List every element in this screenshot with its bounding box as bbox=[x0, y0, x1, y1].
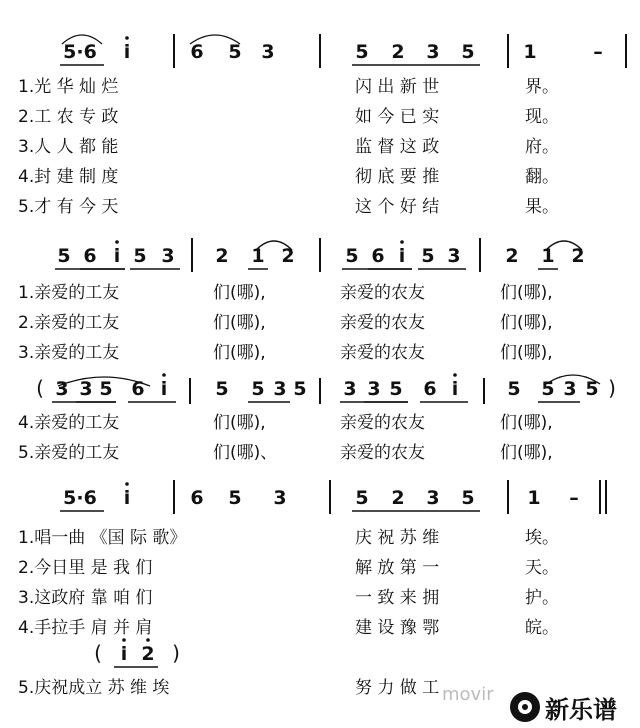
lyric-line: 2.亲爱的工友 bbox=[18, 313, 120, 333]
note: 6 bbox=[131, 378, 145, 400]
note: 5 bbox=[461, 487, 475, 509]
vinyl-record-icon bbox=[510, 692, 540, 722]
note: i bbox=[451, 378, 459, 400]
lyric-line: 亲爱的农友 bbox=[340, 413, 425, 433]
lyric-line: 亲爱的农友 bbox=[340, 443, 425, 463]
octave-dot bbox=[453, 373, 457, 377]
lyric-line: 5.庆祝成立 苏 维 埃 bbox=[18, 678, 170, 698]
note: 2 bbox=[141, 643, 155, 665]
lyric-line: 亲爱的农友 bbox=[340, 313, 425, 333]
note: 3 bbox=[79, 378, 93, 400]
lyric-line: 天。 bbox=[525, 558, 559, 578]
note: 5 bbox=[133, 245, 147, 267]
brand-name: 新乐谱 bbox=[545, 695, 617, 724]
note: 6 bbox=[371, 245, 385, 267]
note: 5 bbox=[461, 41, 475, 63]
lyric-line: 这 个 好 结 bbox=[355, 197, 440, 217]
note: i bbox=[398, 245, 406, 267]
lyric-line: 埃。 bbox=[525, 528, 559, 548]
note: 3 bbox=[367, 378, 381, 400]
note: 2 bbox=[215, 245, 229, 267]
octave-dot bbox=[400, 240, 404, 244]
note: 2 bbox=[391, 41, 405, 63]
lyric-line: 2.工 农 专 政 bbox=[18, 107, 119, 127]
note: i bbox=[160, 378, 168, 400]
note: ( bbox=[94, 641, 102, 665]
watermark: movir bbox=[442, 684, 494, 705]
note: 5 bbox=[355, 41, 369, 63]
note: ( bbox=[36, 376, 44, 400]
lyric-line: 3.人 人 都 能 bbox=[18, 137, 119, 157]
lyric-line: 们(哪), bbox=[500, 443, 553, 463]
note: 5·6 bbox=[63, 41, 97, 63]
lyric-line: 庆 祝 苏 维 bbox=[355, 528, 440, 548]
note: 2 bbox=[281, 245, 295, 267]
lyric-line: 4.亲爱的工友 bbox=[18, 413, 120, 433]
lyric-line: 们(哪)、 bbox=[213, 443, 278, 463]
note: 5 bbox=[293, 378, 307, 400]
octave-dot bbox=[146, 638, 150, 642]
lyric-line: 解 放 第 一 bbox=[355, 558, 440, 578]
lyric-line: 监 督 这 政 bbox=[355, 137, 440, 157]
note: 3 bbox=[447, 245, 461, 267]
note: 1 bbox=[527, 487, 541, 509]
lyric-line: 们(哪), bbox=[213, 413, 266, 433]
note: 5 bbox=[585, 378, 599, 400]
lyric-line: 闪 出 新 世 bbox=[355, 77, 440, 97]
note: 3 bbox=[563, 378, 577, 400]
lyric-line: 皖。 bbox=[525, 618, 559, 638]
lyric-line: 5.亲爱的工友 bbox=[18, 443, 120, 463]
octave-dot bbox=[162, 373, 166, 377]
lyric-line: 1.唱一曲 《国 际 歌》 bbox=[18, 528, 187, 548]
lyric-line: 1.光 华 灿 烂 bbox=[18, 77, 119, 97]
lyric-line: 们(哪), bbox=[500, 283, 553, 303]
lyric-line: 护。 bbox=[525, 588, 559, 608]
note: 1 bbox=[523, 41, 537, 63]
note: – bbox=[593, 41, 603, 63]
lyric-line: 3.这政府 靠 咱 们 bbox=[18, 588, 153, 608]
note: 6 bbox=[190, 41, 204, 63]
note: 3 bbox=[161, 245, 175, 267]
note: 5 bbox=[355, 487, 369, 509]
lyric-line: 现。 bbox=[525, 107, 559, 127]
lyric-line: 如 今 已 实 bbox=[355, 107, 440, 127]
lyric-line: 1.亲爱的工友 bbox=[18, 283, 120, 303]
note: 1 bbox=[251, 245, 265, 267]
lyric-line: 果。 bbox=[525, 197, 559, 217]
note: 3 bbox=[273, 487, 287, 509]
note: 6 bbox=[83, 245, 97, 267]
lyric-line: 翻。 bbox=[525, 167, 559, 187]
note: 2 bbox=[505, 245, 519, 267]
lyric-line: 一 致 来 拥 bbox=[355, 588, 440, 608]
lyric-line: 努 力 做 工 bbox=[355, 678, 440, 698]
lyric-line: 们(哪), bbox=[213, 283, 266, 303]
octave-dot bbox=[115, 240, 119, 244]
octave-dot bbox=[125, 36, 129, 40]
lyric-line: 亲爱的农友 bbox=[340, 283, 425, 303]
note: 5 bbox=[421, 245, 435, 267]
lyric-line: 们(哪), bbox=[500, 343, 553, 363]
lyric-line: 4.封 建 制 度 bbox=[18, 167, 119, 187]
brand-logo bbox=[510, 688, 638, 726]
lyric-line: 3.亲爱的工友 bbox=[18, 343, 120, 363]
lyric-line: 们(哪), bbox=[500, 313, 553, 333]
note: 1 bbox=[541, 245, 555, 267]
note: 2 bbox=[391, 487, 405, 509]
lyric-line: 5.才 有 今 天 bbox=[18, 197, 119, 217]
note: 5 bbox=[541, 378, 555, 400]
lyric-line: 4.手拉手 肩 并 肩 bbox=[18, 618, 153, 638]
octave-dot bbox=[122, 638, 126, 642]
note: 5 bbox=[389, 378, 403, 400]
note: 5·6 bbox=[63, 487, 97, 509]
lyric-line: 彻 底 要 推 bbox=[355, 167, 440, 187]
note: 5 bbox=[345, 245, 359, 267]
note: 5 bbox=[251, 378, 265, 400]
lyric-line: 们(哪), bbox=[213, 313, 266, 333]
note: 3 bbox=[273, 378, 287, 400]
note: i bbox=[120, 643, 128, 665]
note: 3 bbox=[55, 378, 69, 400]
lyric-line: 们(哪), bbox=[500, 413, 553, 433]
note: 3 bbox=[426, 41, 440, 63]
note: 5 bbox=[228, 41, 242, 63]
note: ) bbox=[608, 376, 616, 400]
lyric-line: 府。 bbox=[525, 137, 559, 157]
note: i bbox=[113, 245, 121, 267]
note: 2 bbox=[571, 245, 585, 267]
note: i bbox=[123, 41, 131, 63]
note: 3 bbox=[261, 41, 275, 63]
note: i bbox=[123, 487, 131, 509]
note: 5 bbox=[228, 487, 242, 509]
note: 5 bbox=[99, 378, 113, 400]
note: 3 bbox=[343, 378, 357, 400]
lyric-line: 亲爱的农友 bbox=[340, 343, 425, 363]
note: ) bbox=[172, 641, 180, 665]
lyric-line: 界。 bbox=[525, 77, 559, 97]
note: 5 bbox=[507, 378, 521, 400]
lyric-line: 建 设 豫 鄂 bbox=[355, 618, 440, 638]
lyric-line: 2.今日里 是 我 们 bbox=[18, 558, 153, 578]
note: 5 bbox=[215, 378, 229, 400]
note: – bbox=[569, 487, 579, 509]
note: 6 bbox=[190, 487, 204, 509]
note: 3 bbox=[426, 487, 440, 509]
note: 6 bbox=[423, 378, 437, 400]
octave-dot bbox=[125, 482, 129, 486]
note: 5 bbox=[57, 245, 71, 267]
lyric-line: 们(哪), bbox=[213, 343, 266, 363]
